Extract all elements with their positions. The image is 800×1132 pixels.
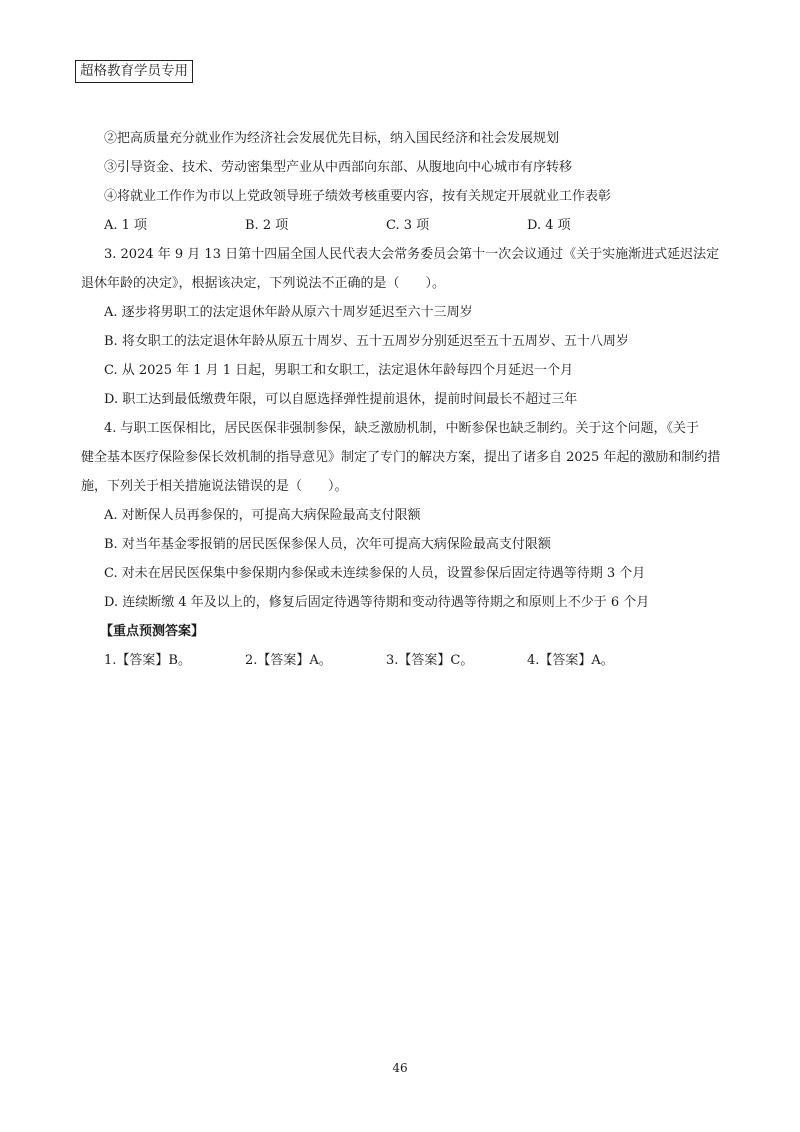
- q2-option-c: C. 3 项: [386, 218, 430, 233]
- q4-option-c: C. 对未在居民医保集中参保期内参保或未连续参保的人员，设置参保后固定待遇等待期 3 个月: [104, 566, 646, 581]
- q2-options: [104, 211, 724, 240]
- answer-3: 3.【答案】C。: [386, 653, 474, 668]
- page-number: 46: [392, 1061, 408, 1075]
- q3-option-b: B. 将女职工的法定退休年龄从原五十周岁、五十五周岁分别延迟至五十五周岁、五十八周岁: [104, 334, 629, 349]
- header-stamp: 超格教育学员专用: [75, 60, 193, 83]
- document-body: [81, 124, 724, 675]
- q4-stem-line2: 健全基本医疗保险参保长效机制的指导意见》制定了专门的解决方案，提出了诸多自 2025 年起的激励和制约措: [81, 450, 721, 465]
- answer-4: 4.【答案】A。: [527, 653, 614, 668]
- q2-option-d: D. 4 项: [527, 218, 571, 233]
- q3-stem-line2: 退休年龄的决定》，根据该决定，下列说法不正确的是（ ）。: [81, 276, 446, 291]
- q4-stem-line1: 4. 与职工医保相比，居民医保非强制参保，缺乏激励机制，中断参保也缺乏制约。关于这个问题，《关于: [104, 421, 700, 436]
- q3-option-a: A. 逐步将男职工的法定退休年龄从原六十周岁延迟至六十三周岁: [104, 305, 473, 320]
- q2-item-4: ④将就业工作作为市以上党政领导班子绩效考核重要内容，按有关规定开展就业工作表彰: [104, 189, 612, 204]
- q4-option-a: A. 对断保人员再参保的，可提高大病保险最高支付限额: [104, 508, 421, 523]
- q4-option-b: B. 对当年基金零报销的居民医保参保人员，次年可提高大病保险最高支付限额: [104, 537, 551, 552]
- q2-option-a: A. 1 项: [104, 218, 148, 233]
- q3-option-d: D. 职工达到最低缴费年限，可以自愿选择弹性提前退休，提前时间最长不超过三年: [104, 392, 578, 407]
- answer-1: 1.【答案】B。: [104, 653, 191, 668]
- q4-option-d: D. 连续断缴 4 年及以上的，修复后固定待遇等待期和变动待遇等待期之和原则上不少于 6 个月: [104, 595, 650, 610]
- q2-item-3: ③引导资金、技术、劳动密集型产业从中西部向东部、从腹地向中心城市有序转移: [104, 160, 573, 175]
- q2-item-2: ②把高质量充分就业作为经济社会发展优先目标，纳入国民经济和社会发展规划: [104, 131, 560, 146]
- q3-option-c: C. 从 2025 年 1 月 1 日起，男职工和女职工，法定退休年龄每四个月延迟一个月: [104, 363, 574, 378]
- answer-2: 2.【答案】A。: [245, 653, 332, 668]
- answers-heading: 【重点预测答案】: [100, 624, 205, 639]
- q3-stem-line1: 3. 2024 年 9 月 13 日第十四届全国人民代表大会常务委员会第十一次会议通过《关于实施渐进式延迟法定: [104, 247, 720, 262]
- q2-option-b: B. 2 项: [245, 218, 289, 233]
- answers-row: [104, 646, 724, 675]
- q4-stem-line3: 施，下列关于相关措施说法错误的是（ ）。: [81, 479, 348, 494]
